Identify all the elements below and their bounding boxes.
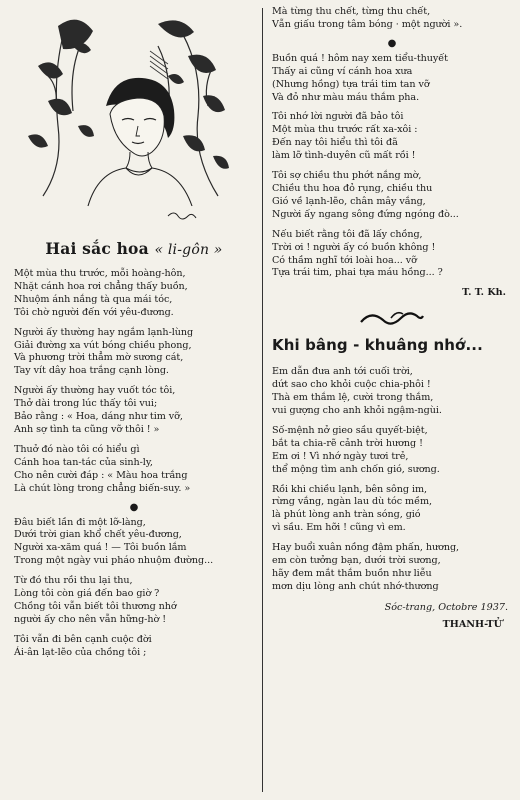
verse-line: Trong một ngày vui pháo nhuộm đường... <box>14 555 214 567</box>
verse-line: Giải đường xa vút bóng chiều phong, <box>14 339 192 351</box>
verse-line: Là chút lòng trong chẳng biến-suy. » <box>14 482 191 494</box>
verse-line: Đâu biết lần đi một lỡ-làng, <box>14 516 146 528</box>
poem1-title <box>14 239 254 258</box>
poem1-stanza <box>14 444 254 496</box>
poem1-stanza <box>14 634 254 660</box>
poem1-stanza <box>14 385 254 437</box>
poem2-stanza <box>272 484 512 536</box>
woman-with-flowers-image <box>18 6 248 231</box>
verse-line: Một mùa thu trước rất xa-xôi : <box>272 124 418 136</box>
poem1-stanza <box>14 327 254 379</box>
verse-line: Tôi sợ chiều thu phớt nắng mờ, <box>272 170 422 182</box>
poem2-place-date: Sóc-trang, Octobre 1937. <box>384 601 508 613</box>
poem1-stanza <box>14 517 254 569</box>
poem2-title: Khi bâng - khuâng nhớ... <box>272 336 483 355</box>
swirl-ornament-icon <box>357 308 427 332</box>
verse-line: làm lỡ tình-duyên cũ mất rồi ! <box>272 150 416 162</box>
poem1-stanza <box>272 229 512 281</box>
right-column <box>272 6 512 630</box>
poem2-signature: THANH-TỬ <box>442 618 502 630</box>
ornament-dot-icon: ● <box>129 501 139 513</box>
verse-line: Lòng tôi còn giá đến bao giờ ? <box>14 588 160 600</box>
poem1-stanza <box>272 53 512 105</box>
column-divider <box>262 8 263 792</box>
verse-line: Và đỏ như màu máu thắm pha. <box>272 91 420 103</box>
poem1-stanza <box>14 268 254 320</box>
verse-line: Nếu biết rằng tôi đã lấy chồng, <box>272 228 423 240</box>
verse-line: vì sầu. Em hỡi ! cũng vì em. <box>272 522 406 534</box>
verse-line: Người xa-xăm quá ! — Tôi buồn lắm <box>14 542 187 554</box>
verse-line: Mà từng thu chết, từng thu chết, <box>272 6 431 17</box>
poem1-signature: T. T. Kh. <box>462 287 506 299</box>
verse-line: Nhuộm ánh nắng tà qua mái tóc, <box>14 293 173 305</box>
verse-line: Trời ơi ! người ấy có buồn không ! <box>272 241 436 253</box>
verse-line: Hay buổi xuân nồng đậm phấn, hương, <box>272 542 460 554</box>
verse-line: dứt sao cho khỏi cuộc chia-phôi ! <box>272 379 431 391</box>
verse-line: Bảo rằng : « Hoa, dáng như tim vỡ, <box>14 411 183 423</box>
verse-line: Chiều thu hoa đỏ rụng, chiều thu <box>272 182 433 194</box>
verse-line: Thà em thắm lệ, cười trong thắm, <box>272 392 434 404</box>
verse-line: Thuở đó nào tôi có hiểu gì <box>14 443 140 455</box>
verse-line: bắt ta chia-rẽ cảnh trời hương ! <box>272 437 423 449</box>
verse-line: là phút lòng anh tràn sóng, gió <box>272 509 421 521</box>
verse-line: Đến nay tôi hiểu thì tôi đã <box>272 137 398 149</box>
poem1-title-main: Hai sắc hoa <box>45 239 149 258</box>
verse-line: thể mộng tìm anh chốn gió, sương. <box>272 463 440 475</box>
verse-line: Người ấy ngang sông đứng ngóng đò... <box>272 208 459 220</box>
poem1-stanza <box>272 6 512 32</box>
verse-line: Từ đó thu rồi thu lại thu, <box>14 575 133 587</box>
verse-line: Có thầm nghĩ tới loài hoa... vỡ <box>272 254 417 266</box>
woman-illustration <box>18 6 248 231</box>
verse-line: Cánh hoa tan-tác của sinh-ly, <box>14 456 153 468</box>
verse-line: Thấy ai cũng ví cánh hoa xưa <box>272 65 413 77</box>
verse-line: người ấy cho nên vẫn hững-hờ ! <box>14 613 167 625</box>
verse-line: Và phương trời thẳm mờ sương cát, <box>14 352 184 364</box>
verse-line: Gió về lạnh-lẽo, chân mây vắng, <box>272 195 426 207</box>
verse-line: Tựa trái tim, phai tựa máu hồng... ? <box>272 267 443 279</box>
verse-line: Dưới trời gian khổ chết yêu-đương, <box>14 529 182 541</box>
verse-line: hãy đem mắt thắm buồn như liễu <box>272 568 432 579</box>
poem2-stanza <box>272 425 512 477</box>
ornament-dot-icon: ● <box>387 37 397 49</box>
verse-line: Một mùa thu trước, mỗi hoàng-hôn, <box>14 268 186 279</box>
poem2-stanza <box>272 542 512 594</box>
verse-line: mơn dịu lòng anh chút nhớ-thương <box>272 580 439 592</box>
verse-line: Tôi nhớ lời người đã bảo tôi <box>272 111 404 123</box>
verse-line: rừng vắng, ngàn lau dù tóc mềm, <box>272 496 432 508</box>
verse-line: Vẫn giấu trong tâm bóng · một người ». <box>272 18 463 30</box>
verse-line: Tôi chờ người đến với yêu-đương. <box>14 306 174 318</box>
verse-line: Người ấy thường hay vuốt tóc tôi, <box>14 385 176 397</box>
poem2-stanza <box>272 366 512 418</box>
verse-line: Em ơi ! Vì nhớ ngày tươi trẻ, <box>272 450 409 462</box>
verse-line: Tôi vẫn đi bên cạnh cuộc đời <box>14 633 152 645</box>
poem1-title-quote: « li-gôn » <box>154 242 223 258</box>
verse-line: Em dẫn đưa anh tới cuối trời, <box>272 366 413 378</box>
poem1-stanza <box>14 575 254 627</box>
verse-line: Buồn quá ! hôm nay xem tiểu-thuyết <box>272 52 448 64</box>
poem1-stanza <box>272 170 512 222</box>
verse-line: Số-mệnh nở gieo sầu quyết-biệt, <box>272 424 428 436</box>
verse-line: Thở dài trong lúc thấy tôi vui; <box>14 398 158 410</box>
poem1-stanza <box>272 111 512 163</box>
verse-line: Cho nên cười đáp : « Màu hoa trắng <box>14 469 188 481</box>
verse-line: Người ấy thường hay ngắm lạnh-lùng <box>14 326 194 338</box>
verse-line: (Nhưng hồng) tựa trái tim tan vỡ <box>272 78 430 90</box>
left-column <box>14 6 254 667</box>
verse-line: Tay vít dây hoa trắng cạnh lòng. <box>14 365 169 377</box>
verse-line: em còn tưởng bạn, dưới trời sương, <box>272 555 441 567</box>
verse-line: Chồng tôi vẫn biết tôi thương nhớ <box>14 600 177 612</box>
verse-line: Rồi khi chiều lạnh, bên sông im, <box>272 483 428 495</box>
verse-line: Anh sợ tình ta cũng vỡ thôi ! » <box>14 423 160 435</box>
verse-line: Ái-ân lạt-lẽo của chồng tôi ; <box>14 646 147 658</box>
verse-line: vui gượng cho anh khỏi ngậm-ngùi. <box>272 405 442 417</box>
verse-line: Nhặt cánh hoa rơi chẳng thấy buồn, <box>14 280 188 292</box>
